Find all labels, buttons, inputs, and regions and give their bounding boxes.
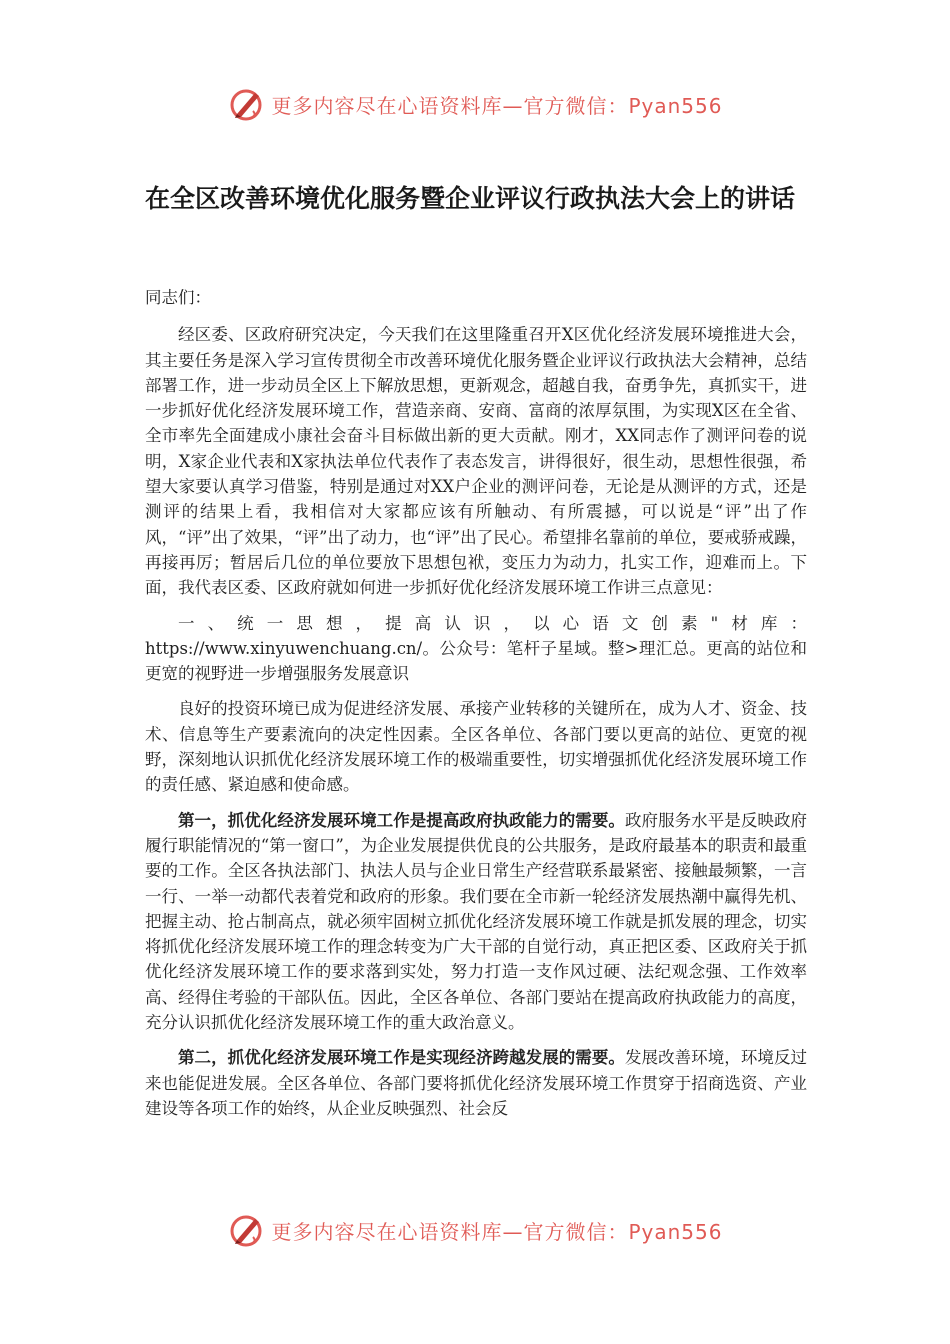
banner-text: 更多内容尽在心语资料库—官方微信：Pyan556 <box>271 93 723 118</box>
paragraph-4-text: 发展改善环境，环境反过来也能促进发展。全区各单位、各部门要将抓优化经济发展环境工作贯穿于招商选资、产业建设等各项工作的始终，从企业反映强烈、社会反 <box>145 1048 808 1118</box>
brush-pen-logo-icon <box>227 1210 267 1250</box>
header-banner <box>0 82 950 126</box>
paragraph-3-text: 政府服务水平是反映政府履行职能情况的“第一窗口”，为企业发展提供优良的公共服务，是政府最基本的职责和最重要的工作。全区各执法部门、执法人员与企业日常生产经营联系最紧密、接触最频繁，一言一行、一举一动都代表着党和政府的形象。我们要在全市新一轮经济发展热潮中赢得先机、把握主动、抢占制高点，就必须牢固树立抓优化经济发展环境工作就是抓发展的理念，切实将抓优化经济发展环境工作的理念转变为广大干部的自觉行动，真正把区委、区政府关于抓优化经济发展环境工作的要求落到实处，努力打造一支作风过硬、法纪观念强、工作效率高、经得住考验的干部队伍。因此，全区各单位、各部门要站在提高政府执政能力的高度，充分认识抓优化经济发展环境工作的重大政治意义。 <box>145 810 808 1033</box>
brush-pen-logo-icon <box>227 84 267 124</box>
banner-text: 更多内容尽在心语资料库—官方微信：Pyan556 <box>271 1219 723 1244</box>
paragraph-3-lead: 第一，抓优化经济发展环境工作是提高政府执政能力的需要。 <box>178 810 625 830</box>
intro-paragraph: 经区委、区政府研究决定，今天我们在这里隆重召开X区优化经济发展环境推进大会，其主要任务是深入学习宣传贯彻全市改善环境优化服务暨企业评议行政执法大会精神，总结部署工作，进一步动员全区上下解放思想，更新观念，超越自我，奋勇争先，真抓实干，进一步抓好优化经济发展环境工作，营造亲商、安商、富商的浓厚氛围，为实现X区在全省、全市率先全面建成小康社会奋斗目标做出新的更大贡献。刚才，XX同志作了测评问卷的说明，X家企业代表和X家执法单位代表作了表态发言，讲得很好，很生动，思想性很强，希望大家要认真学习借鉴，特别是通过对XX户企业的测评问卷，无论是从测评的方式，还是测评的结果上看，我相信对大家都应该有所触动、有所震撼，可以说是“评”出了作风，“评”出了效果，“评”出了动力，也“评”出了民心。希望排名靠前的单位，要戒骄戒躁，再接再厉；暂居后几位的单位要放下思想包袱，变压力为动力，扎实工作，迎难而上。下面，我代表区委、区政府就如何进一步抓好优化经济发展环境工作讲三点意见： <box>145 325 807 598</box>
paragraph-4 <box>145 1045 807 1121</box>
salutation: 同志们： <box>145 288 211 307</box>
section-heading-1: 一、统一思想，提高认识，以心语文创素"材库：https://www.xinyuwenchuang.cn/。公众号：笔杆子星域。整>理汇总。更高的站位和更宽的视野进一步增强服务发展意识 <box>145 613 807 684</box>
paragraph-4-lead: 第二，抓优化经济发展环境工作是实现经济跨越发展的需要。 <box>178 1048 625 1068</box>
paragraph-2: 良好的投资环境已成为促进经济发展、承接产业转移的关键所在，成为人才、资金、技术、信息等生产要素流向的决定性因素。全区各单位、各部门要以更高的站位、更宽的视野，深刻地认识抓优化经济发展环境工作的极端重要性，切实增强抓优化经济发展环境工作的责任感、紧迫感和使命感。 <box>145 699 807 795</box>
document-body <box>145 285 807 1121</box>
paragraph-3 <box>145 808 807 1036</box>
footer-banner <box>0 1208 950 1252</box>
document-title: 在全区改善环境优化服务暨企业评议行政执法大会上的讲话 <box>145 184 796 213</box>
